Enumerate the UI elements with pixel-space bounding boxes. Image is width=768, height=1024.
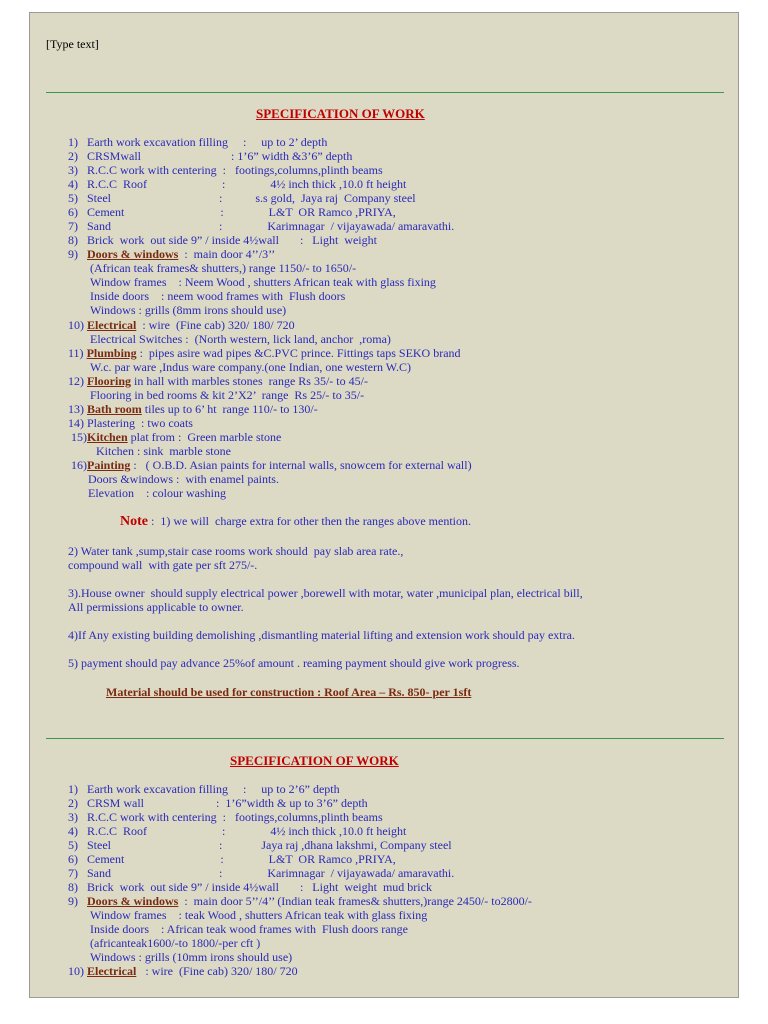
material-rate-note: Material should be used for construction : Roof Area – Rs. 850- per 1sft (106, 685, 472, 699)
electrical-label: Electrical (87, 964, 137, 978)
note-line: All permissions applicable to owner. (68, 600, 244, 614)
flooring-text: in hall with marbles stones range Rs 35/- to 45/- (131, 374, 368, 388)
kitchen-label: Kitchen (87, 430, 128, 444)
spec-subline: Inside doors : neem wood frames with Flush doors (90, 289, 346, 303)
spec-line-plumbing (68, 346, 461, 360)
item-number: 9) (68, 894, 87, 908)
electrical-text: : wire (Fine cab) 320/ 180/ 720 (136, 964, 298, 978)
spec-line-electrical (68, 318, 295, 332)
spec-line: 2) CRSM wall : 1’6”width & up to 3’6” depth (68, 796, 368, 810)
kitchen-text: plat from : Green marble stone (127, 430, 282, 444)
spec-line: 4) R.C.C Roof : 4½ inch thick ,10.0 ft height (68, 824, 407, 838)
note-line (120, 514, 471, 529)
spec-line-painting (71, 458, 472, 472)
spec-line: 6) Cement : L&T OR Ramco ,PRIYA, (68, 205, 396, 219)
note-line: 4)If Any existing building demolishing ,dismantling material lifting and extension work should pay extra. (68, 628, 575, 642)
spec-line: 3) R.C.C work with centering : footings,columns,plinth beams (68, 163, 383, 177)
note-line: compound wall with gate per sft 275/-. (68, 558, 258, 572)
spec-line-flooring (68, 374, 368, 388)
note-line: 3).House owner should supply electrical power ,borewell with motar, water ,municipal plan, electrical bill, (68, 586, 583, 600)
doors-text: : main door 5’’/4’’ (Indian teak frames& shutters,)range 2450/- to2800/- (178, 894, 532, 908)
spec-line-kitchen (71, 430, 281, 444)
spec-line: 8) Brick work out side 9” / inside 4½wall : Light weight (68, 233, 377, 247)
spec-line: 5) Steel : Jaya raj ,dhana lakshmi, Company steel (68, 838, 452, 852)
bathroom-text: tiles up to 6’ ht range 110/- to 130/- (141, 402, 318, 416)
painting-label: Painting (87, 458, 131, 472)
spec-line: 5) Steel : s.s gold, Jaya raj Company steel (68, 191, 416, 205)
note-line: 5) payment should pay advance 25%of amount . reaming payment should give work progress. (68, 656, 520, 670)
doors-label: Doors & windows (87, 894, 179, 908)
spec-subline: Doors &windows : with enamel paints. (88, 472, 279, 486)
item-number: 15) (71, 430, 87, 444)
spec-subline: W.c. par ware ,Indus ware company.(one Indian, one western W.C) (90, 360, 412, 374)
spec-line: 8) Brick work out side 9” / inside 4½wall : Light weight mud brick (68, 880, 432, 894)
item-number: 9) (68, 247, 87, 261)
item-number: 10) (68, 964, 87, 978)
spec-subline: Window frames : Neem Wood , shutters African teak with glass fixing (90, 275, 436, 289)
item-number: 13) (68, 402, 87, 416)
spec-subline: Windows : grills (8mm irons should use) (90, 303, 287, 317)
flooring-label: Flooring (87, 374, 131, 388)
spec-line: 2) CRSMwall : 1’6” width &3’6” depth (68, 149, 353, 163)
spec-line-doors (68, 894, 532, 908)
plumbing-label: Plumbing (86, 346, 137, 360)
spec-line: 6) Cement : L&T OR Ramco ,PRIYA, (68, 852, 396, 866)
spec-subline: Window frames : teak Wood , shutters African teak with glass fixing (90, 908, 428, 922)
item-number: 10) (68, 318, 87, 332)
spec-line: 1) Earth work excavation filling : up to 2’6” depth (68, 782, 340, 796)
spec-subline: (africanteak1600/-to 1800/-per cft ) (90, 936, 261, 950)
spec-subline: Kitchen : sink marble stone (96, 444, 231, 458)
spec-line-bathroom (68, 402, 318, 416)
painting-text: : ( O.B.D. Asian paints for internal walls, snowcem for external wall) (130, 458, 472, 472)
divider-line (46, 92, 724, 93)
item-number: 16) (71, 458, 87, 472)
document-page (29, 12, 739, 998)
spec-subline: Elevation : colour washing (88, 486, 226, 500)
doors-text: : main door 4’’/3’’ (178, 247, 276, 261)
spec-line-plastering: 14) Plastering : two coats (68, 416, 193, 430)
spec-subline: Flooring in bed rooms & kit 2’X2’ range Rs 25/- to 35/- (90, 388, 365, 402)
spec-subline: Inside doors : African teak wood frames with Flush doors range (90, 922, 408, 936)
spec-line-doors (68, 247, 275, 261)
section-title: SPECIFICATION OF WORK (230, 753, 399, 768)
note-label: Note (120, 514, 148, 529)
header-placeholder: [Type text] (46, 37, 99, 51)
item-number: 11) (68, 346, 87, 360)
spec-subline: (African teak frames& shutters,) range 1150/- to 1650/- (90, 261, 357, 275)
spec-line: 1) Earth work excavation filling : up to 2’ depth (68, 135, 328, 149)
spec-subline: Electrical Switches : (North western, lick land, anchor ,roma) (90, 332, 391, 346)
note-line: 2) Water tank ,sump,stair case rooms work should pay slab area rate., (68, 544, 404, 558)
spec-line-electrical (68, 964, 298, 978)
bathroom-label: Bath room (87, 402, 142, 416)
divider-line (46, 738, 724, 739)
spec-line: 3) R.C.C work with centering : footings,columns,plinth beams (68, 810, 383, 824)
item-number: 12) (68, 374, 87, 388)
electrical-text: : wire (Fine cab) 320/ 180/ 720 (136, 318, 295, 332)
spec-line: 4) R.C.C Roof : 4½ inch thick ,10.0 ft height (68, 177, 407, 191)
electrical-label: Electrical (87, 318, 137, 332)
note-text: : 1) we will charge extra for other then the ranges above mention. (148, 514, 471, 528)
spec-line: 7) Sand : Karimnagar / vijayawada/ amaravathi. (68, 219, 455, 233)
plumbing-text: : pipes asire wad pipes &C.PVC prince. Fittings taps SEKO brand (136, 346, 461, 360)
doors-label: Doors & windows (87, 247, 179, 261)
spec-subline: Windows : grills (10mm irons should use) (90, 950, 293, 964)
section-title: SPECIFICATION OF WORK (256, 106, 425, 121)
spec-line: 7) Sand : Karimnagar / vijayawada/ amaravathi. (68, 866, 455, 880)
